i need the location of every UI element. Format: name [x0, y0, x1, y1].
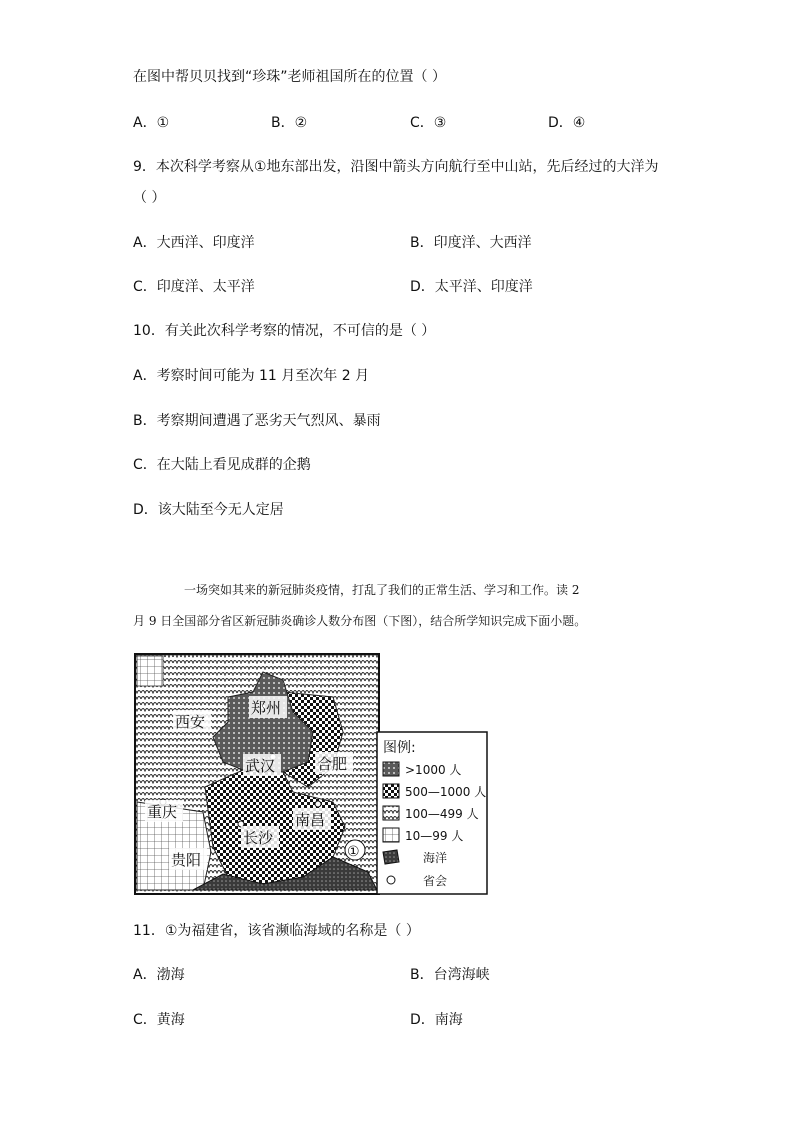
city-label-hefei: 合肥: [317, 755, 348, 773]
q10-option-a: A．考察时间可能为 11 月至次年 2 月: [133, 368, 370, 384]
intro-line-1: 一场突如其来的新冠肺炎疫情，打乱了我们的正常生活、学习和工作。读 2: [184, 583, 580, 597]
q10-option-b: B．考察期间遭遇了恶劣天气烈风、暴雨: [133, 413, 381, 429]
q8-stem: 在图中帮贝贝找到“珍珠”老师祖国所在的位置（ ）: [133, 69, 446, 85]
legend-item-6: 省会: [423, 874, 448, 888]
legend-item-5: 海洋: [423, 851, 448, 865]
city-label-xian: 西安: [175, 713, 206, 731]
q11-option-b: B．台湾海峡: [410, 967, 490, 983]
q9-option-b: B．印度洋、大西洋: [410, 235, 532, 251]
city-label-changsha: 长沙: [243, 829, 274, 847]
q11-option-c: C．黄海: [133, 1012, 185, 1028]
city-label-nanchang: 南昌: [295, 811, 326, 829]
q10-option-d: D．该大陆至今无人定居: [133, 502, 284, 518]
city-label-wuhan: 武汉: [245, 757, 276, 775]
legend-swatch-10-99: [383, 828, 399, 842]
legend-title: 图例:: [383, 740, 416, 756]
capital-dot-nanchang: [315, 801, 321, 807]
legend-swatch-capital: [387, 876, 395, 884]
legend-item-2: 500—1000 人: [405, 785, 487, 799]
legend-swatch-100-499: [383, 806, 399, 820]
q9-option-d: D．太平洋、印度洋: [410, 279, 533, 295]
q9-option-a: A．大西洋、印度洋: [133, 235, 255, 251]
q8-option-d: D．④: [548, 115, 586, 131]
legend-swatch-sea: [383, 850, 399, 864]
covid-distribution-map: [133, 652, 491, 896]
q10-stem: 10．有关此次科学考察的情况，不可信的是（ ）: [133, 323, 436, 339]
q8-option-a: A．①: [133, 115, 170, 131]
legend-swatch-over-1000: [383, 762, 399, 776]
city-label-chongqing: 重庆: [147, 803, 178, 821]
city-label-zhengzhou: 郑州: [251, 699, 282, 717]
legend-item-1: >1000 人: [405, 763, 462, 777]
city-label-guiyang: 贵阳: [171, 851, 202, 869]
region-10-99-nw: [137, 656, 163, 686]
q11-option-a: A．渤海: [133, 967, 185, 983]
legend-swatch-500-1000: [383, 784, 399, 798]
q11-stem: 11．①为福建省，该省濒临海域的名称是（ ）: [133, 923, 420, 939]
intro-line-2: 月 9 日全国部分省区新冠肺炎确诊人数分布图（下图），结合所学知识完成下面小题。: [133, 614, 587, 628]
q9-option-c: C．印度洋、太平洋: [133, 279, 255, 295]
q9-stem-cont: （ ）: [133, 190, 166, 206]
map-legend: [377, 732, 487, 894]
q11-option-d: D．南海: [410, 1012, 463, 1028]
legend-item-4: 10—99 人: [405, 829, 464, 843]
q9-stem: 9．本次科学考察从①地东部出发，沿图中箭头方向航行至中山站，先后经过的大洋为: [133, 159, 659, 175]
legend-item-3: 100—499 人: [405, 807, 479, 821]
marker-1: ①: [347, 844, 360, 860]
q10-option-c: C．在大陆上看见成群的企鹅: [133, 457, 311, 473]
q8-option-c: C．③: [410, 115, 447, 131]
q8-option-b: B．②: [271, 115, 308, 131]
